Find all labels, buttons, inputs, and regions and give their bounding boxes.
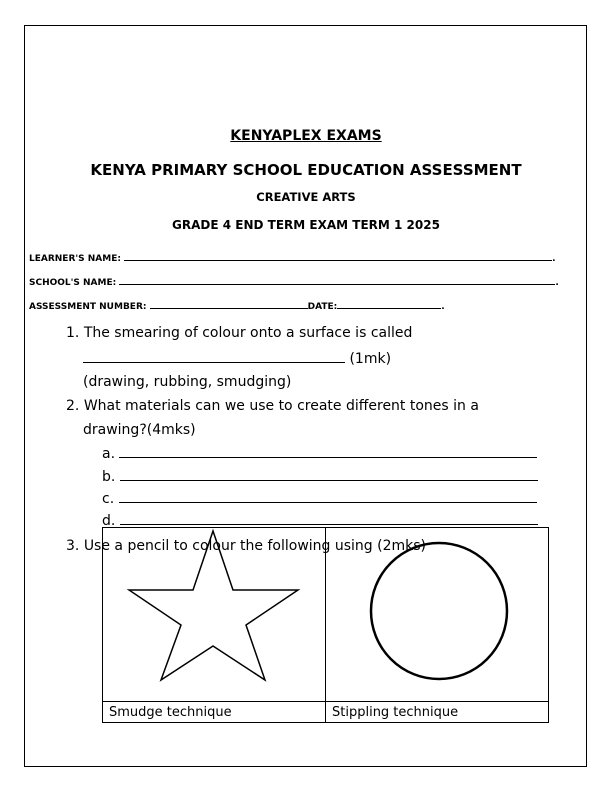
answer-letter: d. — [102, 513, 116, 529]
answer-a — [102, 445, 537, 462]
question-number: 1. — [66, 325, 80, 341]
answer-line[interactable] — [120, 512, 538, 525]
learner-name-label: LEARNER'S NAME: — [29, 254, 121, 264]
school-name-field[interactable]: SCHOOL'S NAME: . — [29, 275, 559, 288]
school-name-label: SCHOOL'S NAME: — [29, 278, 117, 288]
stippling-caption: Stippling technique — [326, 702, 549, 723]
smudge-caption: Smudge technique — [103, 702, 326, 723]
assessment-number-line[interactable] — [150, 299, 308, 309]
star-icon — [103, 528, 325, 697]
answer-letter: b. — [102, 469, 116, 485]
answer-line[interactable] — [120, 468, 538, 481]
star-cell[interactable] — [103, 528, 326, 702]
question-1-options: (drawing, rubbing, smudging) — [83, 374, 292, 390]
shapes-table — [102, 527, 549, 723]
learner-name-line[interactable] — [124, 251, 552, 261]
marks: (1mk) — [349, 351, 392, 367]
question-1 — [66, 325, 412, 341]
question-text: What materials can we use to create different tones in a — [83, 398, 479, 414]
question-number: 3. — [66, 538, 80, 554]
assessment-number-field[interactable]: ASSESSMENT NUMBER: DATE: . — [29, 299, 445, 312]
answer-letter: c. — [102, 491, 115, 507]
question-number: 2. — [66, 398, 80, 414]
answer-line[interactable] — [119, 445, 537, 458]
exam-title: GRADE 4 END TERM EXAM TERM 1 2025 — [172, 218, 440, 232]
question-2-continued: drawing?(4mks) — [83, 422, 196, 438]
question-1-answer — [83, 350, 391, 367]
date-label: DATE: — [307, 302, 338, 312]
question-text: The smearing of colour onto a surface is called — [83, 325, 413, 341]
answer-c — [102, 490, 537, 507]
brand-title: KENYAPLEX EXAMS — [230, 128, 382, 144]
assessment-title: KENYA PRIMARY SCHOOL EDUCATION ASSESSMENT — [90, 161, 522, 179]
question-2 — [66, 398, 479, 414]
assessment-number-label: ASSESSMENT NUMBER: — [29, 302, 147, 312]
circle-icon — [326, 528, 548, 697]
answer-b — [102, 468, 538, 485]
school-name-line[interactable] — [119, 275, 555, 285]
circle-cell[interactable] — [326, 528, 549, 702]
date-line[interactable] — [337, 299, 441, 309]
learner-name-field[interactable]: LEARNER'S NAME: . — [29, 251, 556, 264]
subject-title: CREATIVE ARTS — [256, 190, 356, 204]
answer-line[interactable] — [83, 350, 345, 363]
answer-letter: a. — [102, 446, 116, 462]
answer-line[interactable] — [119, 490, 537, 503]
question-text: Use a pencil to colour the following using (2mks) — [83, 538, 426, 554]
